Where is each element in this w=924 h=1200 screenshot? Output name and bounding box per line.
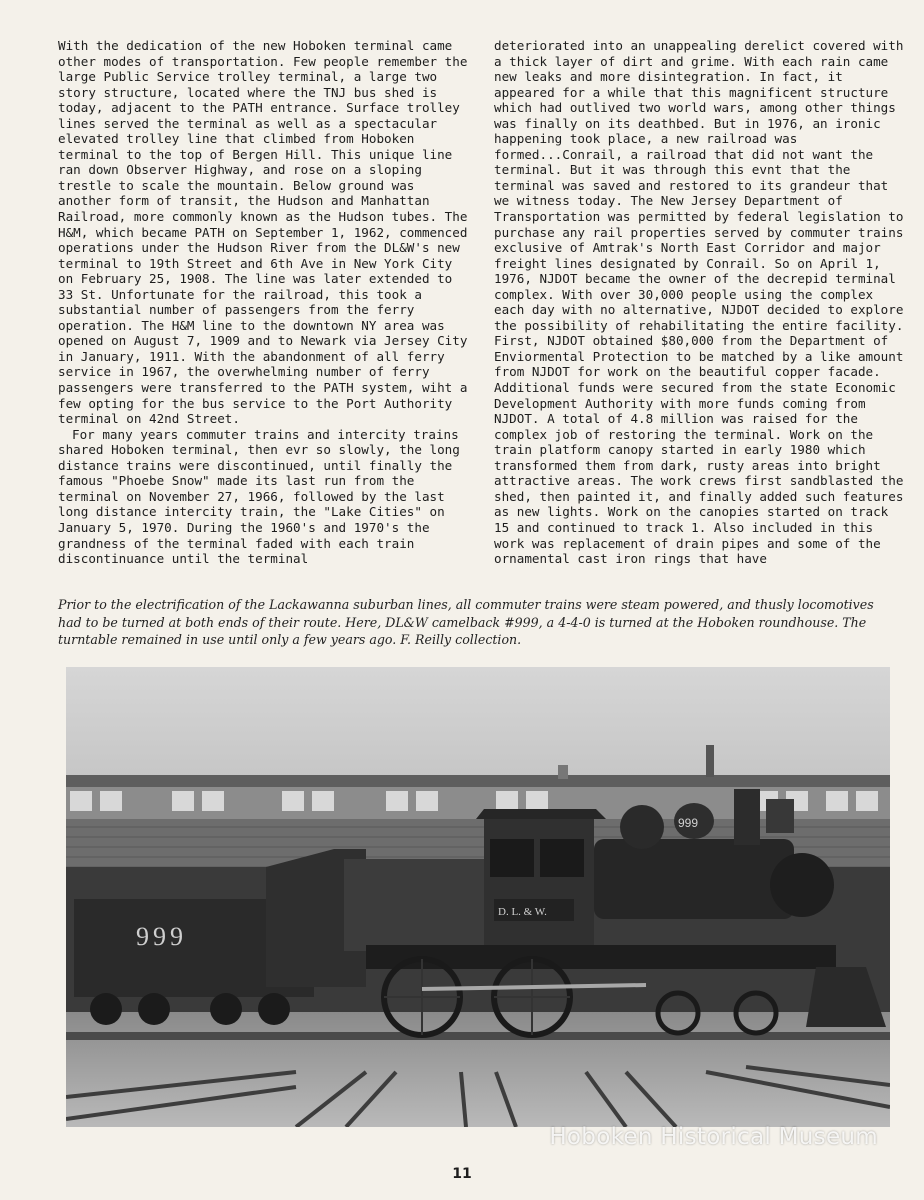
headlight — [766, 799, 794, 833]
firebox-cab — [344, 859, 484, 951]
article-paragraph: deteriorated into an unappealing derelict covered with a thick layer of dirt and grime. With each rain came new leaks and more disintegration. In fact, it appeared for a while that this magnificent structure which had outlived two world wars, among other things was finally on its deathbed. But in 1976, an ironic happening took place, a new railroad was formed...Conrail, a railroad that did not want the terminal. But it was through this evnt that the terminal was saved and restored to its grandeur that we witness today. The New Jersey Department of Transportation was permitted by federal legislation to purchase any rail properties served by commuter trains exclusive of Amtrak's North East Corridor and major freight lines designated by Conrail. So on April 1, 1976, NJDOT became the owner of the decrepid terminal complex. With over 30,000 people using the complex each day with no alternative, NJDOT decided to explore the possibility of rehabilitating the entire facility. First, NJDOT obtained $80,000 from the Department of Enviormental Protection to be matched by a like amount from NJDOT for work on the beautiful copper facade. Additional funds were secured from the state Economic Development Authority with more funds coming from NJDOT. A total of 4.8 million was raised for the complex job of restoring the terminal. Work on the train platform canopy started in early 1980 which transformed them from dark, rusty areas into bright attractive areas. The work crews first sandblasted the shed, then painted it, and finally added such features as new lights. Work on the canopies started on track 15 and continued to track 1. Also included in this work was replacement of drain pipes and some of the ornamental cast iron rings that have — [494, 38, 904, 567]
smokebox-door — [770, 853, 834, 917]
locomotive-illustration — [66, 667, 890, 1127]
article-column-right — [494, 38, 904, 567]
smokestack — [734, 789, 760, 845]
article-column-left — [58, 38, 470, 567]
locomotive-photo — [66, 667, 890, 1127]
article-paragraph: With the dedication of the new Hoboken terminal came other modes of transportation. Few people remember the large Public Service trolley terminal, a large two story structure, located where the TNJ bus shed is today, adjacent to the PATH entrance. Surface trolley lines served the terminal as well as a spectacular elevated trolley line that climbed from Hoboken terminal to the top of Bergen Hill. This unique line ran down Observer Highway, and rose on a sloping trestle to scale the mountain. Below ground was another form of transit, the Hudson and Manhattan Railroad, more commonly known as the Hudson tubes. The H&M, which became PATH on September 1, 1962, commenced operations under the Hudson River from the DL&W's new terminal to 19th Street and 6th Ave in New York City on February 25, 1908. The line was later extended to 33 St. Unfortunate for the railroad, this took a substantial number of passengers from the ferry operation. The H&M line to the downtown NY area was opened on August 7, 1909 and to Newark via Jersey City in January, 1911. With the abandonment of all ferry service in 1967, the overwhelming number of ferry passengers were transferred to the PATH system, wiht a few opting for the bus service to the Port Authority terminal on 42nd Street. — [58, 38, 468, 427]
cab-plate: D. L. & W. — [498, 906, 547, 918]
turntable-bridge — [66, 1032, 890, 1040]
smokebox-number: 999 — [678, 816, 699, 830]
sky — [66, 667, 890, 792]
watermark: Hoboken Historical Museum — [549, 1124, 878, 1150]
article-paragraph: For many years commuter trains and intercity trains shared Hoboken terminal, then evr so slowly, the long distance trains were discontinued, until finally the famous "Phoebe Snow" made its last run from the terminal on November 27, 1966, followed by the last long distance intercity train, the "Lake Cities" on January 5, 1970. During the 1960's and 1970's the grandness of the terminal faded with each train discontinuance until the terminal — [58, 426, 460, 567]
boiler — [594, 839, 794, 919]
tender-number: 999 — [136, 922, 187, 951]
steam-dome — [620, 805, 664, 849]
page-number: 11 — [452, 1166, 472, 1182]
photo-caption: Prior to the electrification of the Lackawanna suburban lines, all commuter trains were steam powered, and thusly locomotives had to be turned at both ends of their route. Here, DL&W camelback #999, a 4-4-0 is turned at the Hoboken roundhouse. The turntable remained in use until only a few years ago. F. Reilly collection. — [58, 597, 874, 647]
